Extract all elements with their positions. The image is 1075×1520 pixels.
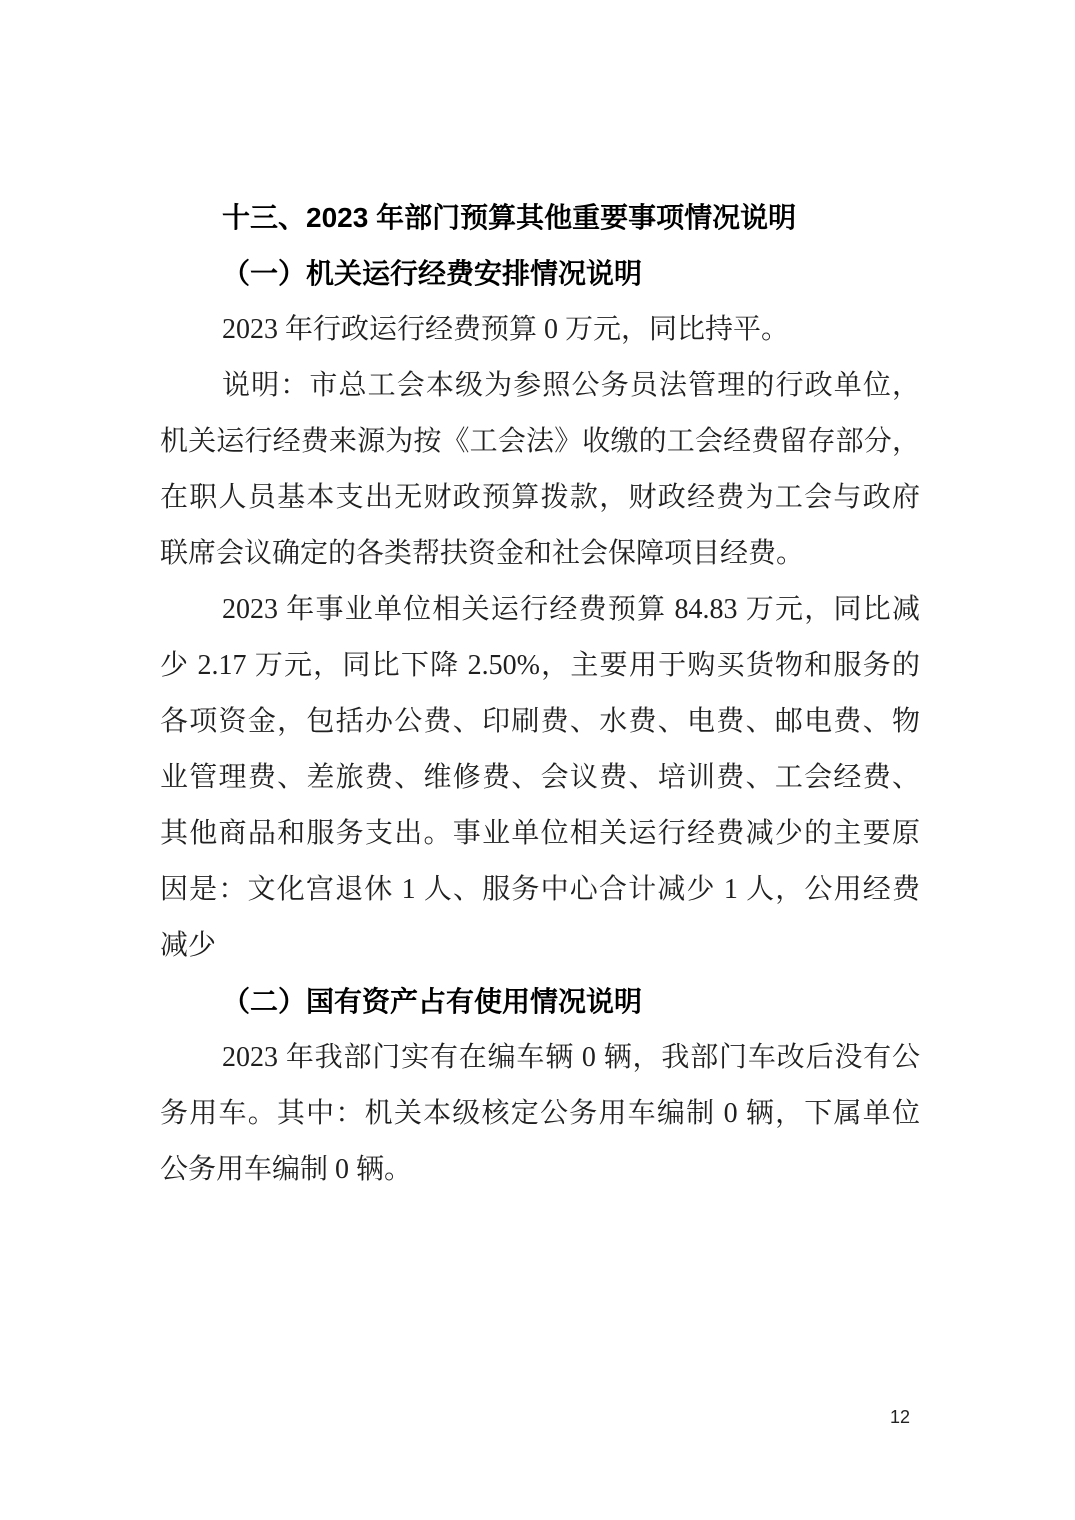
- section-heading: （一）机关运行经费安排情况说明: [222, 258, 643, 289]
- paragraph-line: 2023 年行政运行经费预算 0 万元，同比持平。: [222, 314, 790, 345]
- page-number: 12: [890, 1407, 911, 1427]
- paragraph-line: 减少: [160, 930, 217, 961]
- paragraph-line: 务用车。其中：机关本级核定公务用车编制 0 辆，下属单位: [160, 1098, 920, 1129]
- section-heading: 十三、2023 年部门预算其他重要事项情况说明: [222, 202, 797, 233]
- paragraph-line: 联席会议确定的各类帮扶资金和社会保障项目经费。: [160, 538, 805, 569]
- paragraph-line: 各项资金，包括办公费、印刷费、水费、电费、邮电费、物: [160, 706, 920, 737]
- paragraph-line: 业管理费、差旅费、维修费、会议费、培训费、工会经费、: [160, 762, 920, 793]
- paragraph-line: 2023 年事业单位相关运行经费预算 84.83 万元，同比减: [222, 594, 920, 625]
- paragraph-line: 2023 年我部门实有在编车辆 0 辆，我部门车改后没有公: [222, 1042, 920, 1073]
- paragraph-line: 少 2.17 万元，同比下降 2.50%，主要用于购买货物和服务的: [160, 650, 920, 681]
- paragraph-line: 说明：市总工会本级为参照公务员法管理的行政单位，: [222, 370, 920, 401]
- document-body: [160, 190, 920, 1198]
- paragraph-line: 其他商品和服务支出。事业单位相关运行经费减少的主要原: [160, 818, 920, 849]
- paragraph-line: 在职人员基本支出无财政预算拨款，财政经费为工会与政府: [160, 482, 920, 513]
- paragraph-line: 机关运行经费来源为按《工会法》收缴的工会经费留存部分，: [160, 426, 920, 457]
- section-heading: （二）国有资产占有使用情况说明: [222, 986, 643, 1017]
- paragraph-line: 因是：文化宫退休 1 人、服务中心合计减少 1 人，公用经费: [160, 874, 920, 905]
- paragraph-line: 公务用车编制 0 辆。: [160, 1154, 413, 1185]
